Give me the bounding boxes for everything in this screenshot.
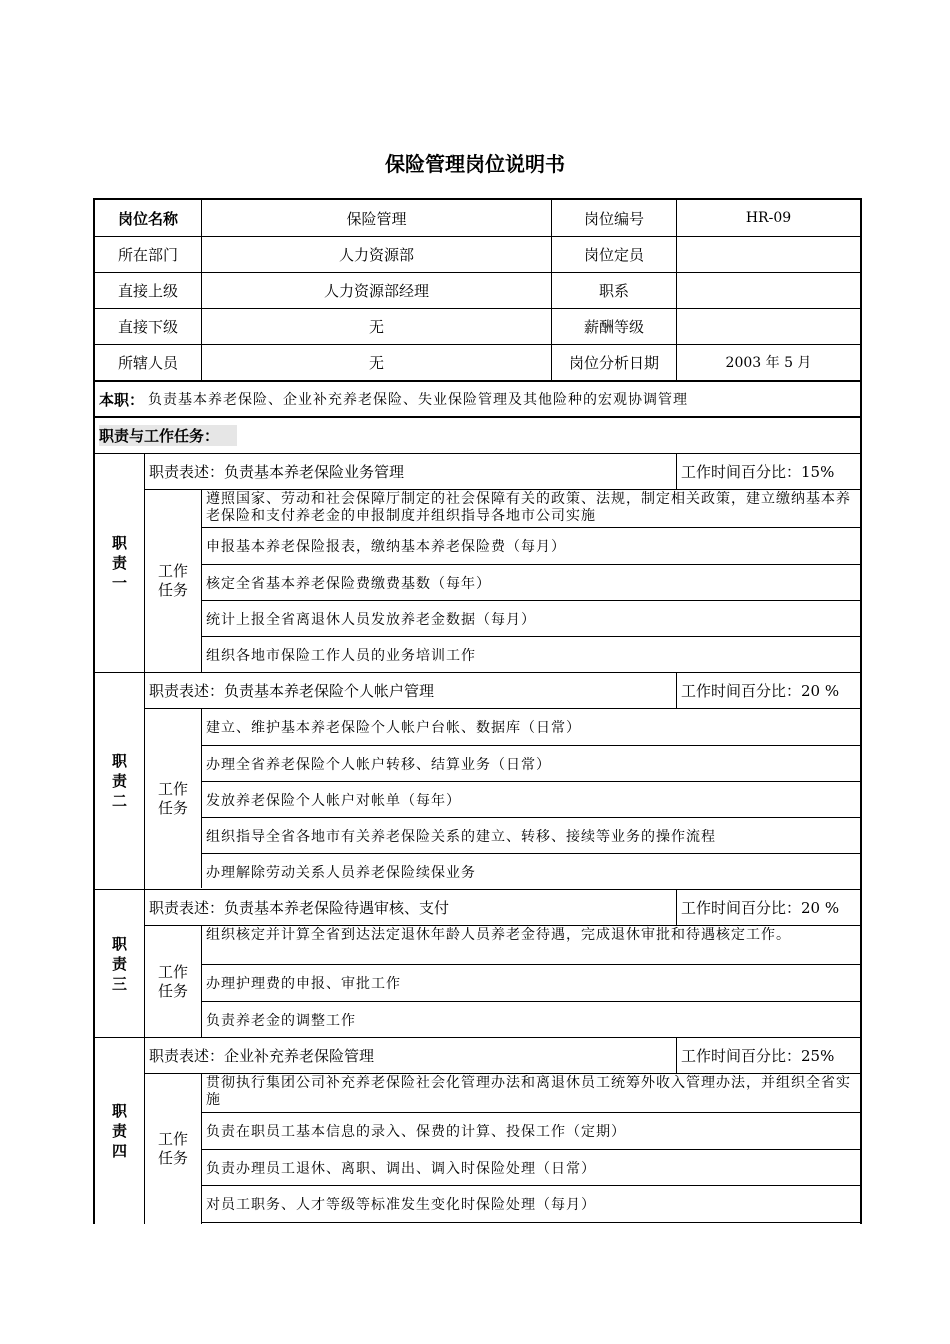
label-position-name: 岗位名称: [117, 209, 178, 228]
label-department: 所在部门: [117, 245, 178, 264]
duty-1-task-4: 统计上报全省离退休人员发放养老金数据（每月）: [206, 611, 536, 628]
main-duty-text: 负责基本养老保险、企业补充养老保险、失业保险管理及其他险种的宏观协调管理: [148, 392, 689, 408]
page-title: 保险管理岗位说明书: [385, 152, 565, 176]
label-headcount: 岗位定员: [583, 245, 644, 264]
label-job-family: 职系: [598, 281, 629, 300]
duty-3-task-3: 负责养老金的调整工作: [206, 1012, 356, 1029]
duty-1-label: 职 责 一: [111, 534, 127, 592]
duty-1-task-5: 组织各地市保险工作人员的业务培训工作: [206, 647, 476, 664]
duty-2-task-3: 发放养老保险个人帐户对帐单（每年）: [206, 792, 461, 809]
duty-2-time-percent: 工作时间百分比：20 %: [681, 682, 840, 700]
value-direct-subordinate: 无: [368, 317, 384, 336]
value-direct-superior: 人力资源部经理: [323, 281, 429, 300]
label-analysis-date: 岗位分析日期: [568, 353, 659, 372]
duty-3-time-percent: 工作时间百分比：20 %: [681, 899, 840, 917]
duty-1-task-3: 核定全省基本养老保险费缴费基数（每年）: [206, 575, 491, 592]
duty-4-task-2: 负责在职员工基本信息的录入、保费的计算、投保工作（定期）: [206, 1124, 626, 1140]
duty-3-label: 职 责 三: [111, 934, 127, 993]
duty-4-description: 职责表述：企业补充养老保险管理: [149, 1047, 375, 1065]
label-staff: 所辖人员: [117, 353, 178, 372]
job-description-table: [93, 198, 862, 1224]
duty-1-task-label: 工作 任务: [157, 562, 188, 599]
value-pay-grade: [677, 308, 860, 344]
value-staff: 无: [368, 353, 384, 372]
duty-3-task-label: 工作 任务: [157, 962, 188, 1000]
main-duty-row: [95, 382, 860, 416]
main-duty-label: 本职：: [99, 390, 145, 409]
value-position-code: HR-09: [745, 210, 792, 226]
label-direct-superior: 直接上级: [117, 281, 178, 300]
duty-2-task-4: 组织指导全省各地市有关养老保险关系的建立、转移、接续等业务的操作流程: [206, 828, 716, 845]
duty-4-label: 职 责 四: [111, 1102, 127, 1160]
duty-4-task-label: 工作 任务: [157, 1130, 188, 1167]
duty-2-description: 职责表述：负责基本养老保险个人帐户管理: [149, 682, 435, 700]
duty-1-task-2: 申报基本养老保险报表，缴纳基本养老保险费（每月）: [206, 539, 566, 555]
duty-3-task-2: 办理护理费的申报、审批工作: [206, 976, 401, 992]
duty-4-task-3: 负责办理员工退休、离职、调出、调入时保险处理（日常）: [206, 1160, 596, 1177]
duty-1-time-percent: 工作时间百分比：15%: [681, 463, 835, 481]
duty-4-task-4: 对员工职务、人才等级等标准发生变化时保险处理（每月）: [206, 1197, 596, 1213]
value-job-family: [677, 272, 860, 308]
duty-2-task-1: 建立、维护基本养老保险个人帐户台帐、数据库（日常）: [206, 720, 581, 736]
duties-heading: 职责与工作任务：: [99, 425, 237, 446]
duty-1-task-1: 遵照国家、劳动和社会保障厅制定的社会保障有关的政策、法规，制定相关政策，建立缴纳基本养老保险和支付养老金的申报制度并组织指导各地市公司实施: [206, 491, 851, 524]
label-pay-grade: 薪酬等级: [583, 317, 644, 336]
value-headcount: [677, 236, 860, 272]
value-position-name: 保险管理: [346, 209, 407, 228]
value-department: 人力资源部: [338, 245, 414, 264]
duty-1-description: 职责表述：负责基本养老保险业务管理: [149, 463, 405, 481]
duty-4-task-1: 贯彻执行集团公司补充养老保险社会化管理办法和离退休员工统筹外收入管理办法，并组织全省实施: [206, 1075, 851, 1108]
duty-2-task-label: 工作 任务: [157, 779, 188, 817]
duties-heading-row: [95, 418, 860, 453]
duty-3-description: 职责表述：负责基本养老保险待遇审核、支付: [149, 899, 450, 917]
value-analysis-date: 2003 年 5 月: [725, 355, 812, 371]
duty-4-time-percent: 工作时间百分比：25%: [681, 1047, 835, 1065]
duty-2-task-2: 办理全省养老保险个人帐户转移、结算业务（日常）: [206, 756, 551, 773]
label-position-code: 岗位编号: [583, 209, 644, 228]
label-direct-subordinate: 直接下级: [117, 317, 178, 336]
duty-2-task-5: 办理解除劳动关系人员养老保险续保业务: [206, 864, 476, 881]
duty-2-label: 职 责 二: [111, 751, 127, 810]
duty-3-task-1: 组织核定并计算全省到达法定退休年龄人员养老金待遇，完成退休审批和待遇核定工作。: [206, 927, 791, 943]
